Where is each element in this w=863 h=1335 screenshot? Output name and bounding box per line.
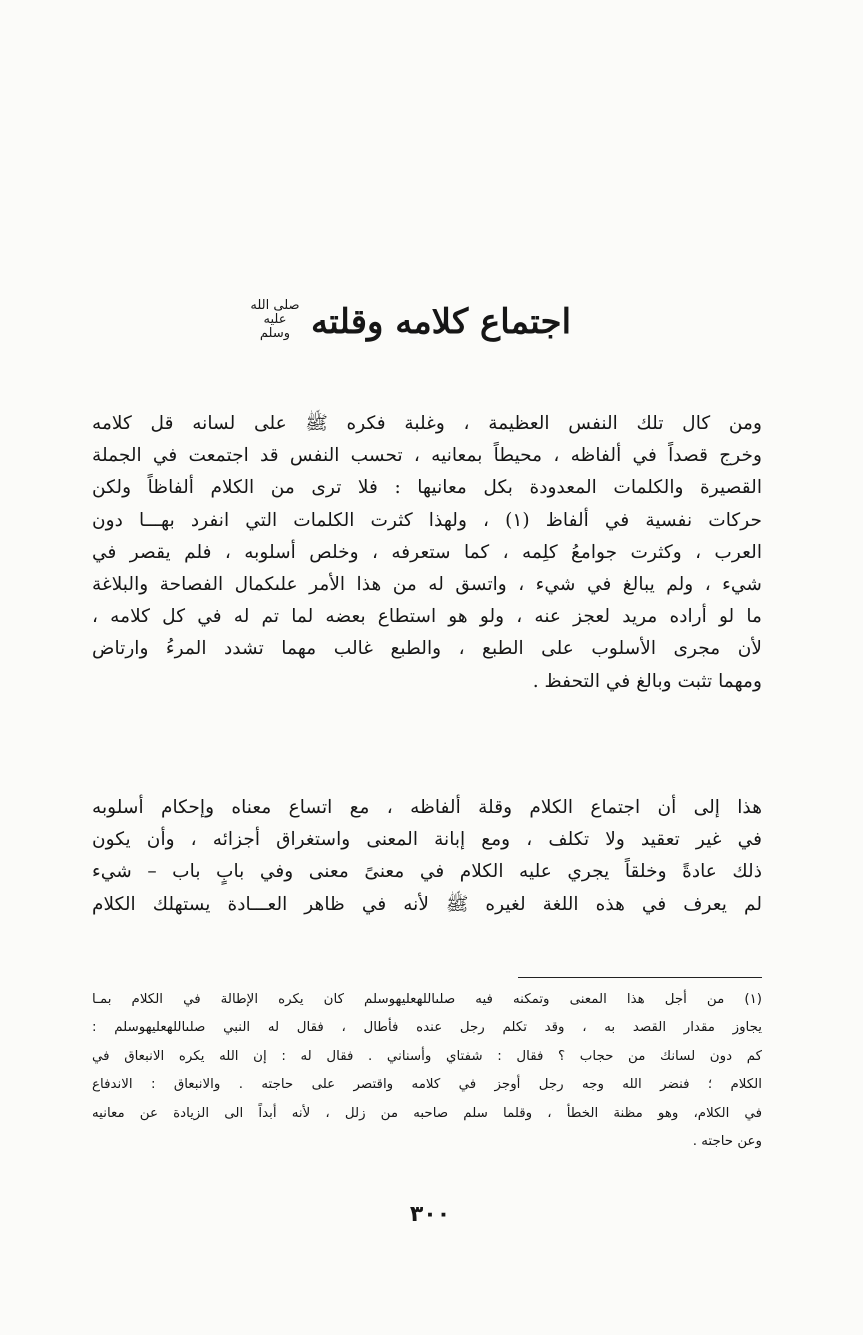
text-line: هذا إلى أن اجتماع الكلام وقلة ألفاظه ، مع اتساع معناه وإحكام أسلوبه	[92, 797, 762, 818]
paragraph-2	[92, 792, 762, 921]
text-line: العرب ، وكثرت جوامعُ كلِمه ، كما ستعرفه ، وخلص أسلوبه ، فلم يقصر في	[92, 541, 762, 563]
text-line: ومهما تثبت وبالغ في التحفظ .	[532, 670, 762, 692]
text-line: القصيرة والكلمات المعدودة بكل معانيها : فلا ترى من الكلام ألفاظاً ولكن	[92, 477, 762, 499]
text-line: لم يعرف في هذه اللغة لغيره ﷺ لأنه في ظاهر العـــادة يستهلك الكلام	[92, 893, 762, 915]
text-line: لأن مجرى الأسلوب على الطبع ، والطبع غالب مهما تشدد المرءُ وارتاض	[92, 638, 762, 660]
footnote-line: وعن حاجته .	[692, 1134, 762, 1150]
honorific-top: صلى الله	[250, 298, 300, 313]
footnote-line: يجاوز مقدار القصد به ، وقد تكلم رجل عنده فأطال ، فقال له النبي صلىاللهعليهوسلم :	[92, 1020, 762, 1036]
footnote-line: كم دون لسانك من حجاب ؟ فقال : شفتاي وأسناني . فقال له : إن الله يكره الانبعاق في	[92, 1048, 762, 1064]
paragraph-1	[92, 408, 762, 698]
text-line: شيء ، ولم يبالغ في شيء ، واتسق له من هذا الأمر علىكمال الفصاحة والبلاغة	[92, 574, 762, 596]
footnote-divider	[518, 977, 762, 978]
page-number: ٣٠٠	[409, 1202, 451, 1227]
section-heading	[240, 292, 580, 352]
footnote	[92, 986, 762, 1156]
text-line: ومن كال تلك النفس العظيمة ، وغلبة فكره ﷺ على لسانه قل كلامه	[92, 413, 762, 434]
footnote-line: الكلام ؛ فنضر الله وجه رجل أوجز في كلامه واقتصر على حاجته . والانبعاق : الاندفاع	[92, 1077, 762, 1093]
heading-title: اجتماع كلامه وقلته	[310, 302, 572, 342]
text-line: ما لو أراده مريد لعجز عنه ، ولو هو استطاع بعضه لما تم له في كل كلامه ،	[92, 606, 762, 628]
text-line: في غير تعقيد ولا تكلف ، ومع إبانة المعنى واستغراق أجزائه ، وأن يكون	[92, 829, 762, 851]
footnote-line: في الكلام، وهو مظنة الخطأ ، وقلما سلم صاحبه من زلل ، لأنه أبداً الى الزيادة عن معانيه	[92, 1105, 762, 1121]
honorific-bottom: عليه وسلم	[259, 312, 291, 341]
footnote-line: (١) من أجل هذا المعنى وتمكنه فيه صلىاللهعليهوسلم كان يكره الإطالة في الكلام بمـا	[92, 992, 762, 1007]
honorific-mark	[249, 299, 301, 341]
text-line: وخرج قصداً في ألفاظه ، محيطاً بمعانيه ، تحسب النفس قد اجتمعت في الجملة	[92, 445, 762, 467]
text-line: ذلك عادةً وخلقاً يجري عليه الكلام في معنىً معنى وفي بابٍ باب – شيء	[92, 861, 762, 883]
text-line: حركات نفسية في ألفاظ (١) ، ولهذا كثرت الكلمات التي انفرد بهـــا دون	[92, 509, 762, 531]
